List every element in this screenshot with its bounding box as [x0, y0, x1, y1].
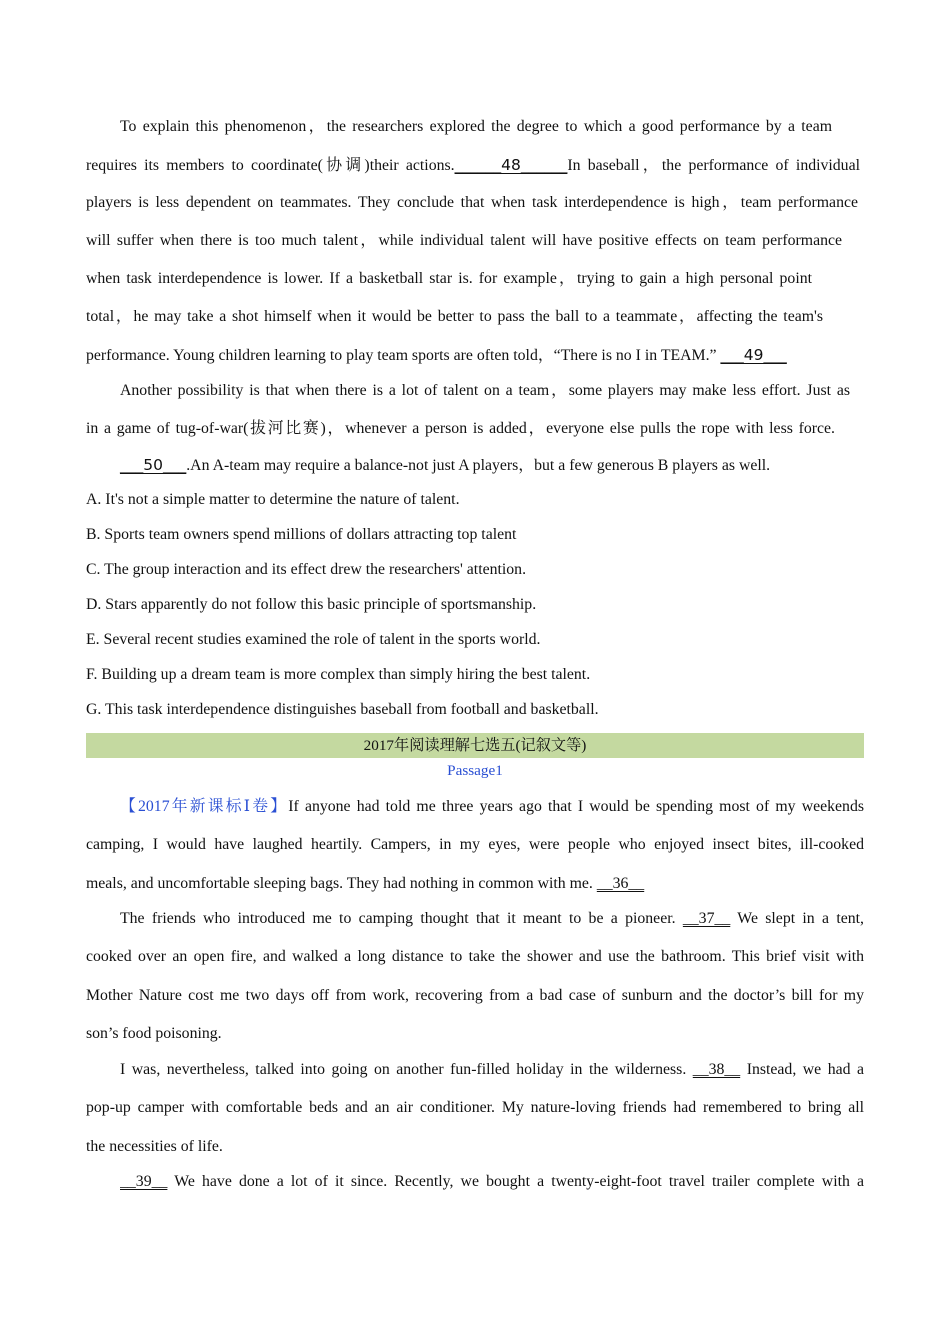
- paragraph-line: [120, 797, 864, 817]
- line-text: I was, nevertheless, talked into going on another fun-filled holiday in the wilderness.: [120, 1061, 687, 1078]
- paragraph-line: in a game of tug-of-war(拔河比赛)，whenever a person is added，everyone else pulls the rope with less force.: [86, 420, 835, 437]
- line-text: Instead, we had a: [746, 1061, 864, 1078]
- paragraph-line: [120, 455, 770, 476]
- line-text: .An A-team may require a balance-not just A players，but a few generous B players as well.: [186, 457, 771, 474]
- paragraph-line: [120, 909, 864, 929]
- option-a: A. It's not a simple matter to determine the nature of talent.: [86, 491, 460, 508]
- answer-blank-36: __36__: [596, 875, 645, 892]
- paragraph-line: the necessities of life.: [86, 1138, 223, 1155]
- paragraph-line: To explain this phenomenon，the researchers explored the degree to which a good performance by a team: [120, 118, 832, 135]
- paragraph-line: when task interdependence is lower. If a basketball star is. for example，trying to gain a high personal point: [86, 270, 812, 287]
- option-e: E. Several recent studies examined the role of talent in the sports world.: [86, 631, 541, 648]
- paragraph-line: [120, 1060, 864, 1080]
- paragraph-line: cooked over an open fire, and walked a long distance to take the shower and use the bathroom. This brief visit with: [86, 948, 864, 965]
- answer-blank-37: __37__: [682, 910, 731, 927]
- source-tag: 【2017年新课标Ⅰ卷】: [120, 798, 289, 815]
- line-text: We have done a lot of it since. Recently, we bought a twenty-eight-foot travel trailer complete with a: [174, 1173, 864, 1190]
- option-b: B. Sports team owners spend millions of dollars attracting top talent: [86, 526, 517, 543]
- paragraph-line: will suffer when there is too much talent，while individual talent will have positive effects on team performance: [86, 232, 842, 249]
- paragraph-line: [86, 345, 787, 366]
- section-banner-title: 2017年阅读理解七选五(记叙文等): [363, 737, 587, 754]
- answer-blank-50: ___50___: [120, 456, 187, 474]
- paragraph-line: total，he may take a shot himself when it would be better to pass the ball to a teammate，affecting the team's: [86, 308, 823, 325]
- line-text: We slept in a tent,: [737, 910, 864, 927]
- answer-blank-38: __38__: [692, 1061, 741, 1078]
- line-text: In baseball，the performance of individual: [567, 157, 860, 174]
- answer-blank-39: __39__: [120, 1173, 168, 1190]
- paragraph-line: son’s food poisoning.: [86, 1025, 222, 1042]
- line-text: meals, and uncomfortable sleeping bags. They had nothing in common with me.: [86, 875, 593, 892]
- answer-blank-48: ______48______: [454, 156, 568, 174]
- line-text: performance. Young children learning to play team sports are often told，“There is no I in TEAM.”: [86, 347, 717, 364]
- line-text: If anyone had told me three years ago that I would be spending most of my weekends: [288, 798, 864, 815]
- option-d: D. Stars apparently do not follow this basic principle of sportsmanship.: [86, 596, 537, 613]
- section-banner: [86, 733, 864, 758]
- line-text: The friends who introduced me to camping thought that it meant to be a pioneer.: [120, 910, 676, 927]
- paragraph-line: pop-up camper with comfortable beds and an air conditioner. My nature-loving friends had remembered to bring all: [86, 1099, 864, 1116]
- option-f: F. Building up a dream team is more complex than simply hiring the best talent.: [86, 666, 591, 683]
- option-g: G. This task interdependence distinguishes baseball from football and basketball.: [86, 701, 599, 718]
- option-c: C. The group interaction and its effect drew the researchers' attention.: [86, 561, 527, 578]
- paragraph-line: players is less dependent on teammates. They conclude that when task interdependence is high，team performance: [86, 194, 858, 211]
- passage-title: Passage1: [447, 762, 503, 779]
- paragraph-line: Mother Nature cost me two days off from work, recovering from a bad case of sunburn and the doctor’s bill for my: [86, 987, 864, 1004]
- paragraph-line: Another possibility is that when there is a lot of talent on a team，some players may make less effort. Just as: [120, 382, 850, 399]
- paragraph-line: [86, 874, 644, 894]
- line-text: requires its members to coordinate(协调)their actions.: [86, 157, 455, 174]
- paragraph-line: [120, 1172, 864, 1192]
- answer-blank-49: ___49___: [720, 346, 787, 364]
- paragraph-line: [86, 155, 860, 176]
- paragraph-line: camping, I would have laughed heartily. Campers, in my eyes, were people who enjoyed insect bites, ill-cooked: [86, 836, 864, 853]
